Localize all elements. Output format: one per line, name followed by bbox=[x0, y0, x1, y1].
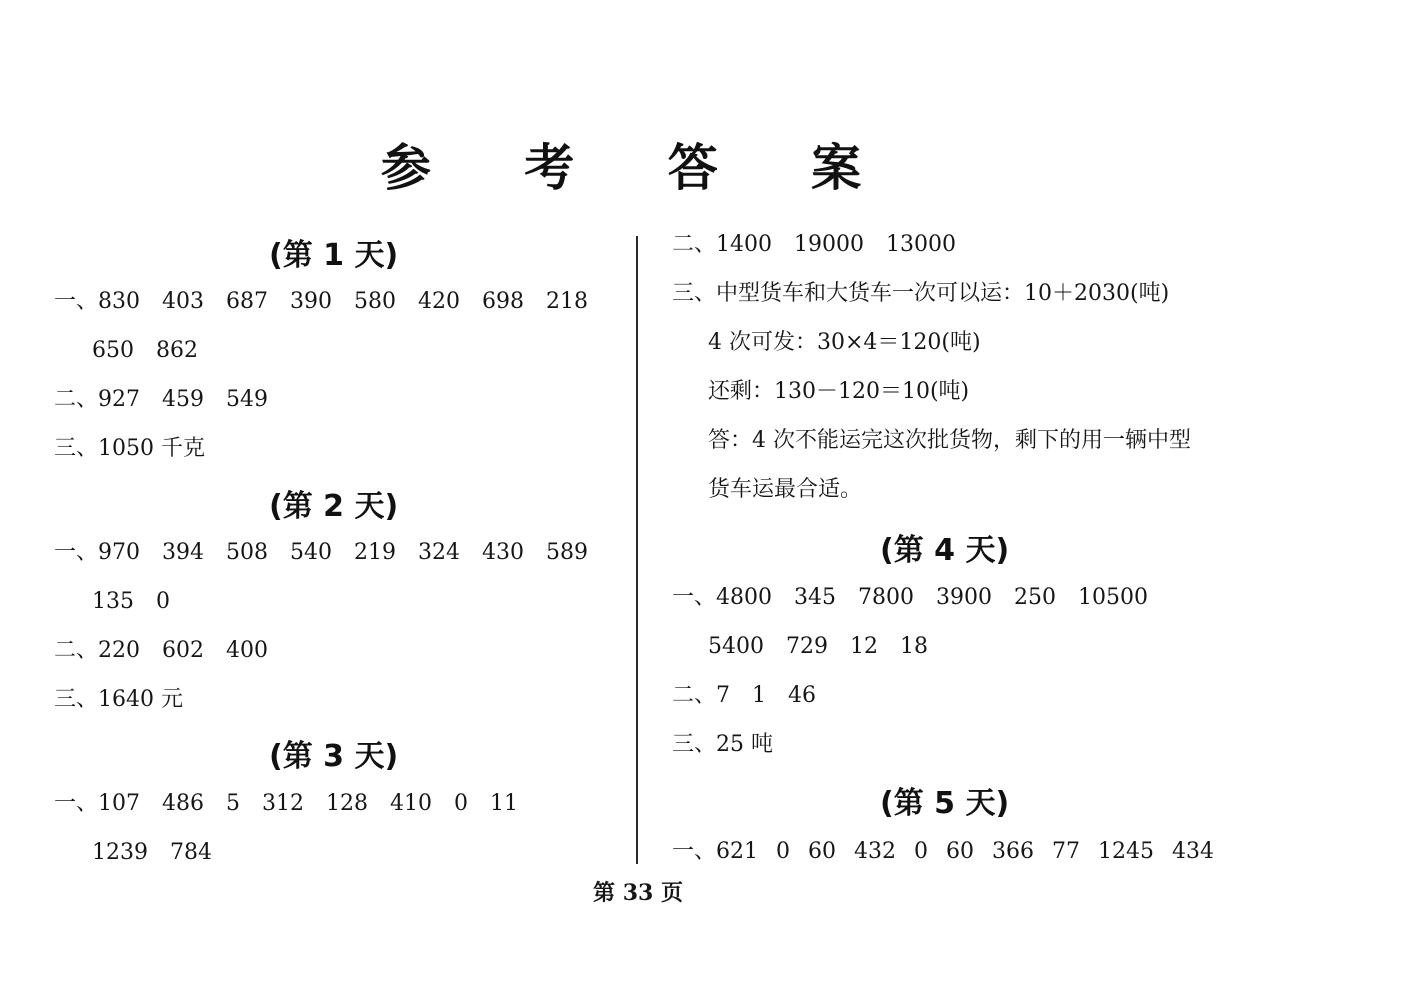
day3-q3-line5: 货车运最合适。 bbox=[708, 477, 863, 502]
q2-prefix: 二、 bbox=[54, 638, 99, 663]
answer-value: 0 bbox=[914, 839, 929, 864]
answer-value: 220 bbox=[98, 638, 141, 663]
q1-prefix: 一、 bbox=[54, 289, 99, 314]
day5-heading: (第 5 天) bbox=[880, 786, 1010, 821]
q1-prefix: 一、 bbox=[54, 791, 99, 816]
q2-prefix: 二、 bbox=[672, 683, 717, 708]
day3-q3-line3: 还剩：130－120＝10(吨) bbox=[708, 379, 970, 404]
answer-value: 4800 bbox=[716, 585, 773, 610]
day2-q3: 三、1640 元 bbox=[54, 687, 183, 712]
answer-value: 60 bbox=[946, 839, 975, 864]
answer-value: 1239 bbox=[92, 840, 148, 865]
day4-q3: 三、25 吨 bbox=[672, 732, 773, 757]
answer-value: 324 bbox=[418, 540, 461, 565]
page-number: 第 33 页 bbox=[593, 880, 683, 906]
answer-value: 10500 bbox=[1078, 585, 1149, 610]
answer-value: 589 bbox=[546, 540, 589, 565]
answer-value: 7 bbox=[716, 683, 731, 708]
answer-value: 459 bbox=[162, 387, 205, 412]
answer-value: 410 bbox=[390, 791, 433, 816]
answer-value: 970 bbox=[98, 540, 141, 565]
answer-value: 698 bbox=[482, 289, 525, 314]
day3-heading: (第 3 天) bbox=[269, 739, 399, 774]
day1-q2 bbox=[54, 386, 290, 414]
answer-value: 19000 bbox=[794, 232, 865, 257]
day3-q3-line1: 三、中型货车和大货车一次可以运：10＋2030(吨) bbox=[672, 281, 1170, 306]
q2-prefix: 二、 bbox=[672, 232, 717, 257]
answer-value: 107 bbox=[98, 791, 141, 816]
answer-value: 430 bbox=[482, 540, 525, 565]
answer-value: 11 bbox=[490, 791, 519, 816]
answer-value: 434 bbox=[1172, 839, 1215, 864]
answer-value: 46 bbox=[788, 683, 817, 708]
answer-value: 366 bbox=[992, 839, 1035, 864]
answer-value: 784 bbox=[170, 840, 212, 865]
day1-q1-row2 bbox=[92, 337, 220, 365]
answer-value: 650 bbox=[92, 338, 134, 363]
day3-q3-line2: 4 次可发：30×4＝120(吨) bbox=[708, 330, 981, 355]
answer-value: 540 bbox=[290, 540, 333, 565]
answer-value: 312 bbox=[262, 791, 305, 816]
q1-prefix: 一、 bbox=[672, 839, 717, 864]
answer-value: 0 bbox=[776, 839, 791, 864]
answer-value: 5 bbox=[226, 791, 241, 816]
day2-heading: (第 2 天) bbox=[269, 489, 399, 524]
day2-q1-row2 bbox=[92, 588, 192, 616]
answer-value: 0 bbox=[454, 791, 469, 816]
day4-q1-row1 bbox=[672, 584, 1170, 612]
answer-value: 621 bbox=[716, 839, 759, 864]
answer-value: 687 bbox=[226, 289, 269, 314]
day3-q1-row1 bbox=[54, 790, 540, 818]
day2-q2 bbox=[54, 637, 290, 665]
answer-value: 602 bbox=[162, 638, 205, 663]
answer-value: 219 bbox=[354, 540, 397, 565]
day2-q1-row1 bbox=[54, 539, 610, 567]
answer-value: 1 bbox=[752, 683, 767, 708]
answer-value: 250 bbox=[1014, 585, 1057, 610]
q1-prefix: 一、 bbox=[672, 585, 717, 610]
day1-heading: (第 1 天) bbox=[269, 238, 399, 273]
answer-value: 508 bbox=[226, 540, 269, 565]
answer-value: 128 bbox=[326, 791, 369, 816]
answer-value: 394 bbox=[162, 540, 205, 565]
answer-value: 13000 bbox=[886, 232, 957, 257]
answer-value: 390 bbox=[290, 289, 333, 314]
answer-value: 3900 bbox=[936, 585, 993, 610]
answer-value: 403 bbox=[162, 289, 205, 314]
day3-q1-row2 bbox=[92, 839, 234, 867]
answer-value: 77 bbox=[1052, 839, 1081, 864]
answer-value: 0 bbox=[156, 589, 170, 614]
answer-value: 580 bbox=[354, 289, 397, 314]
answer-value: 135 bbox=[92, 589, 134, 614]
answer-value: 862 bbox=[156, 338, 198, 363]
answer-value: 345 bbox=[794, 585, 837, 610]
answer-value: 18 bbox=[900, 634, 928, 659]
day3-q3-line4: 答：4 次不能运完这次批货物，剩下的用一辆中型 bbox=[708, 428, 1191, 453]
day1-q1-row1 bbox=[54, 288, 610, 316]
day3-q2 bbox=[672, 231, 978, 259]
day4-q1-row2 bbox=[708, 633, 950, 661]
answer-value: 218 bbox=[546, 289, 589, 314]
answer-value: 549 bbox=[226, 387, 269, 412]
answer-value: 1400 bbox=[716, 232, 773, 257]
answer-value: 60 bbox=[808, 839, 837, 864]
answer-value: 7800 bbox=[858, 585, 915, 610]
column-divider bbox=[636, 236, 638, 864]
page-title: 参 考 答 案 bbox=[380, 139, 900, 197]
answer-value: 5400 bbox=[708, 634, 764, 659]
q1-prefix: 一、 bbox=[54, 540, 99, 565]
day1-q3: 三、1050 千克 bbox=[54, 436, 205, 461]
day4-heading: (第 4 天) bbox=[880, 533, 1010, 568]
answer-value: 400 bbox=[226, 638, 269, 663]
answer-value: 420 bbox=[418, 289, 461, 314]
day5-q1-row1 bbox=[672, 838, 1214, 866]
day4-q2 bbox=[672, 682, 838, 710]
answer-value: 486 bbox=[162, 791, 205, 816]
answer-value: 830 bbox=[98, 289, 141, 314]
answer-value: 729 bbox=[786, 634, 828, 659]
answer-value: 432 bbox=[854, 839, 897, 864]
answer-value: 12 bbox=[850, 634, 878, 659]
answer-value: 1245 bbox=[1098, 839, 1155, 864]
answer-value: 927 bbox=[98, 387, 141, 412]
q2-prefix: 二、 bbox=[54, 387, 99, 412]
